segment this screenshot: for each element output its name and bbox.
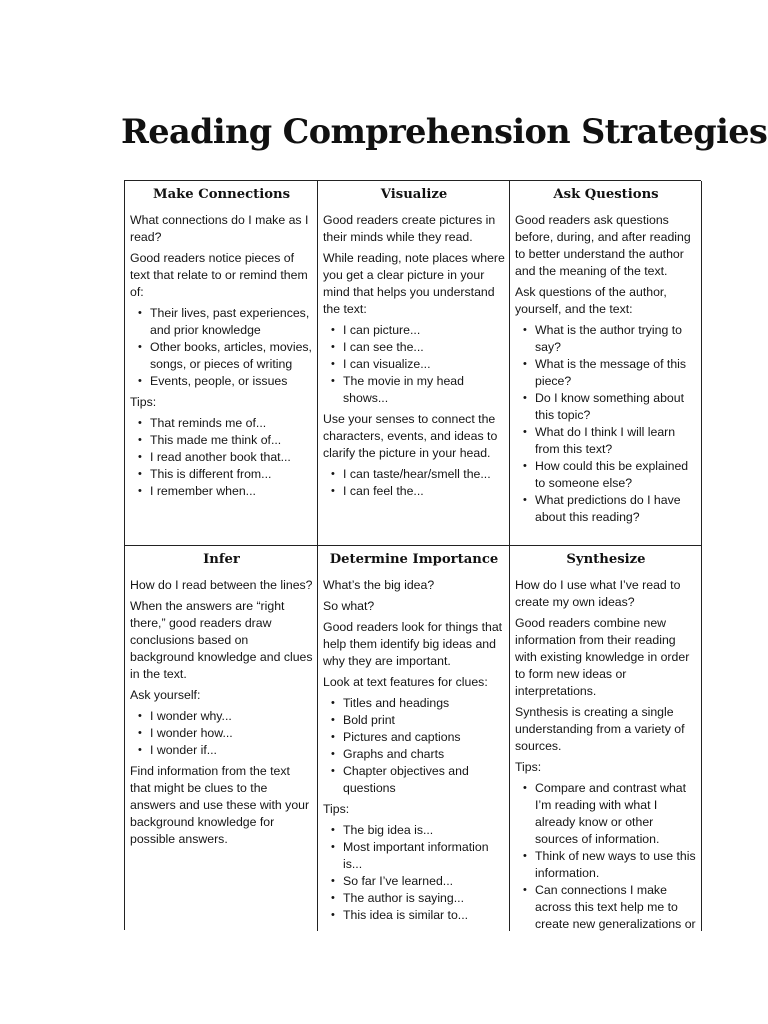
cell-paragraph: Good readers combine new information from their reading with existing knowledge in order to form new ideas or interpretations.	[515, 616, 690, 698]
cell-heading: Make Connections	[152, 187, 291, 202]
cell-ask-questions	[510, 181, 702, 546]
cell-heading: Ask Questions	[553, 187, 659, 202]
cell-paragraph: What’s the big idea?	[323, 578, 435, 592]
cell-paragraph: Tips:	[323, 802, 350, 816]
bullet-item: • I can feel the...	[323, 483, 505, 500]
cell-paragraph: Synthesis is creating a single understanding from a variety of sources.	[515, 705, 685, 753]
bullet-list	[323, 822, 505, 924]
cell-paragraph: Use your senses to connect the characters, events, and ideas to clarify the picture in your head.	[323, 412, 498, 460]
cell-paragraph: Tips:	[515, 760, 542, 774]
cell-paragraph: Ask yourself:	[130, 688, 201, 702]
bullet-item: • I can taste/hear/smell the...	[323, 466, 505, 483]
bullet-item: • What do I think I will learn from this text?	[515, 424, 697, 458]
bullet-item: • Other books, articles, movies, songs, or pieces of writing	[130, 339, 313, 373]
bullet-item: • That reminds me of...	[130, 415, 313, 432]
bullet-item: • I wonder how...	[130, 725, 313, 742]
strategies-table	[124, 180, 701, 930]
bullet-list	[130, 305, 313, 390]
cell-synthesize	[510, 546, 702, 931]
bullet-item: • Events, people, or issues	[130, 373, 313, 390]
bullet-item: • Titles and headings	[323, 695, 505, 712]
bullet-list	[515, 780, 697, 931]
bullet-item: • Pictures and captions	[323, 729, 505, 746]
bullet-item: • So far I’ve learned...	[323, 873, 505, 890]
cell-paragraph: How do I use what I’ve read to create my own ideas?	[515, 578, 681, 609]
bullet-item: • I can see the...	[323, 339, 505, 356]
bullet-item: • This idea is similar to...	[323, 907, 505, 924]
bullet-item: • I wonder why...	[130, 708, 313, 725]
bullet-item: • I can visualize...	[323, 356, 505, 373]
cell-paragraph: How do I read between the lines?	[130, 578, 313, 592]
cell-paragraph: Tips:	[130, 395, 157, 409]
cell-paragraph: Good readers look for things that help them identify big ideas and why they are important.	[323, 620, 503, 668]
cell-paragraph: When the answers are “right there,” good readers draw conclusions based on background knowledge and clues in the text.	[130, 599, 313, 681]
bullet-list	[323, 466, 505, 500]
cell-paragraph: What connections do I make as I read?	[130, 213, 309, 244]
bullet-item: • Can connections I make across this text help me to create new generalizations or	[515, 882, 697, 931]
bullet-item: • Bold print	[323, 712, 505, 729]
cell-paragraph: While reading, note places where you get a clear picture in your mind that helps you understand the text:	[323, 251, 505, 316]
cell-visualize	[318, 181, 510, 546]
bullet-list	[323, 322, 505, 407]
bullet-item: • The author is saying...	[323, 890, 505, 907]
cell-make-connections	[125, 181, 318, 546]
cell-paragraph: So what?	[323, 599, 375, 613]
bullet-list	[515, 322, 697, 526]
bullet-item: • How could this be explained to someone else?	[515, 458, 697, 492]
bullet-item: • This is different from...	[130, 466, 313, 483]
bullet-item: • What is the message of this piece?	[515, 356, 697, 390]
bullet-item: • I wonder if...	[130, 742, 313, 759]
bullet-item: • I remember when...	[130, 483, 313, 500]
cell-paragraph: Good readers notice pieces of text that relate to or remind them of:	[130, 251, 308, 299]
bullet-item: • The movie in my head shows...	[323, 373, 505, 407]
cell-infer	[125, 546, 318, 931]
bullet-item: • I read another book that...	[130, 449, 313, 466]
bullet-item: • I can picture...	[323, 322, 505, 339]
bullet-item: • What is the author trying to say?	[515, 322, 697, 356]
bullet-list	[323, 695, 505, 797]
bullet-item: • This made me think of...	[130, 432, 313, 449]
cell-paragraph: Good readers ask questions before, during, and after reading to better understand the author and the meaning of the text.	[515, 213, 691, 278]
cell-paragraph: Look at text features for clues:	[323, 675, 488, 689]
bullet-list	[130, 708, 313, 759]
bullet-list	[130, 415, 313, 500]
bullet-item: • Their lives, past experiences, and prior knowledge	[130, 305, 313, 339]
cell-heading: Determine Importance	[329, 552, 499, 567]
page-title: Reading Comprehension Strategies	[121, 112, 768, 151]
bullet-item: • Most important information is...	[323, 839, 505, 873]
cell-heading: Infer	[203, 552, 240, 567]
cell-paragraph: Ask questions of the author, yourself, and the text:	[515, 285, 667, 316]
bullet-item: • Think of new ways to use this information.	[515, 848, 697, 882]
bullet-item: • Graphs and charts	[323, 746, 505, 763]
bullet-item: • What predictions do I have about this reading?	[515, 492, 697, 526]
cell-paragraph: Good readers create pictures in their minds while they read.	[323, 213, 496, 244]
cell-heading: Visualize	[380, 187, 448, 202]
cell-heading: Synthesize	[566, 552, 646, 567]
bullet-item: • The big idea is...	[323, 822, 505, 839]
cell-paragraph: Find information from the text that might be clues to the answers and use these with your background knowledge for possible answers.	[130, 764, 310, 846]
bullet-item: • Chapter objectives and questions	[323, 763, 505, 797]
cell-determine-importance	[318, 546, 510, 931]
bullet-item: • Do I know something about this topic?	[515, 390, 697, 424]
bullet-item: • Compare and contrast what I’m reading with what I already know or other sources of information.	[515, 780, 697, 848]
